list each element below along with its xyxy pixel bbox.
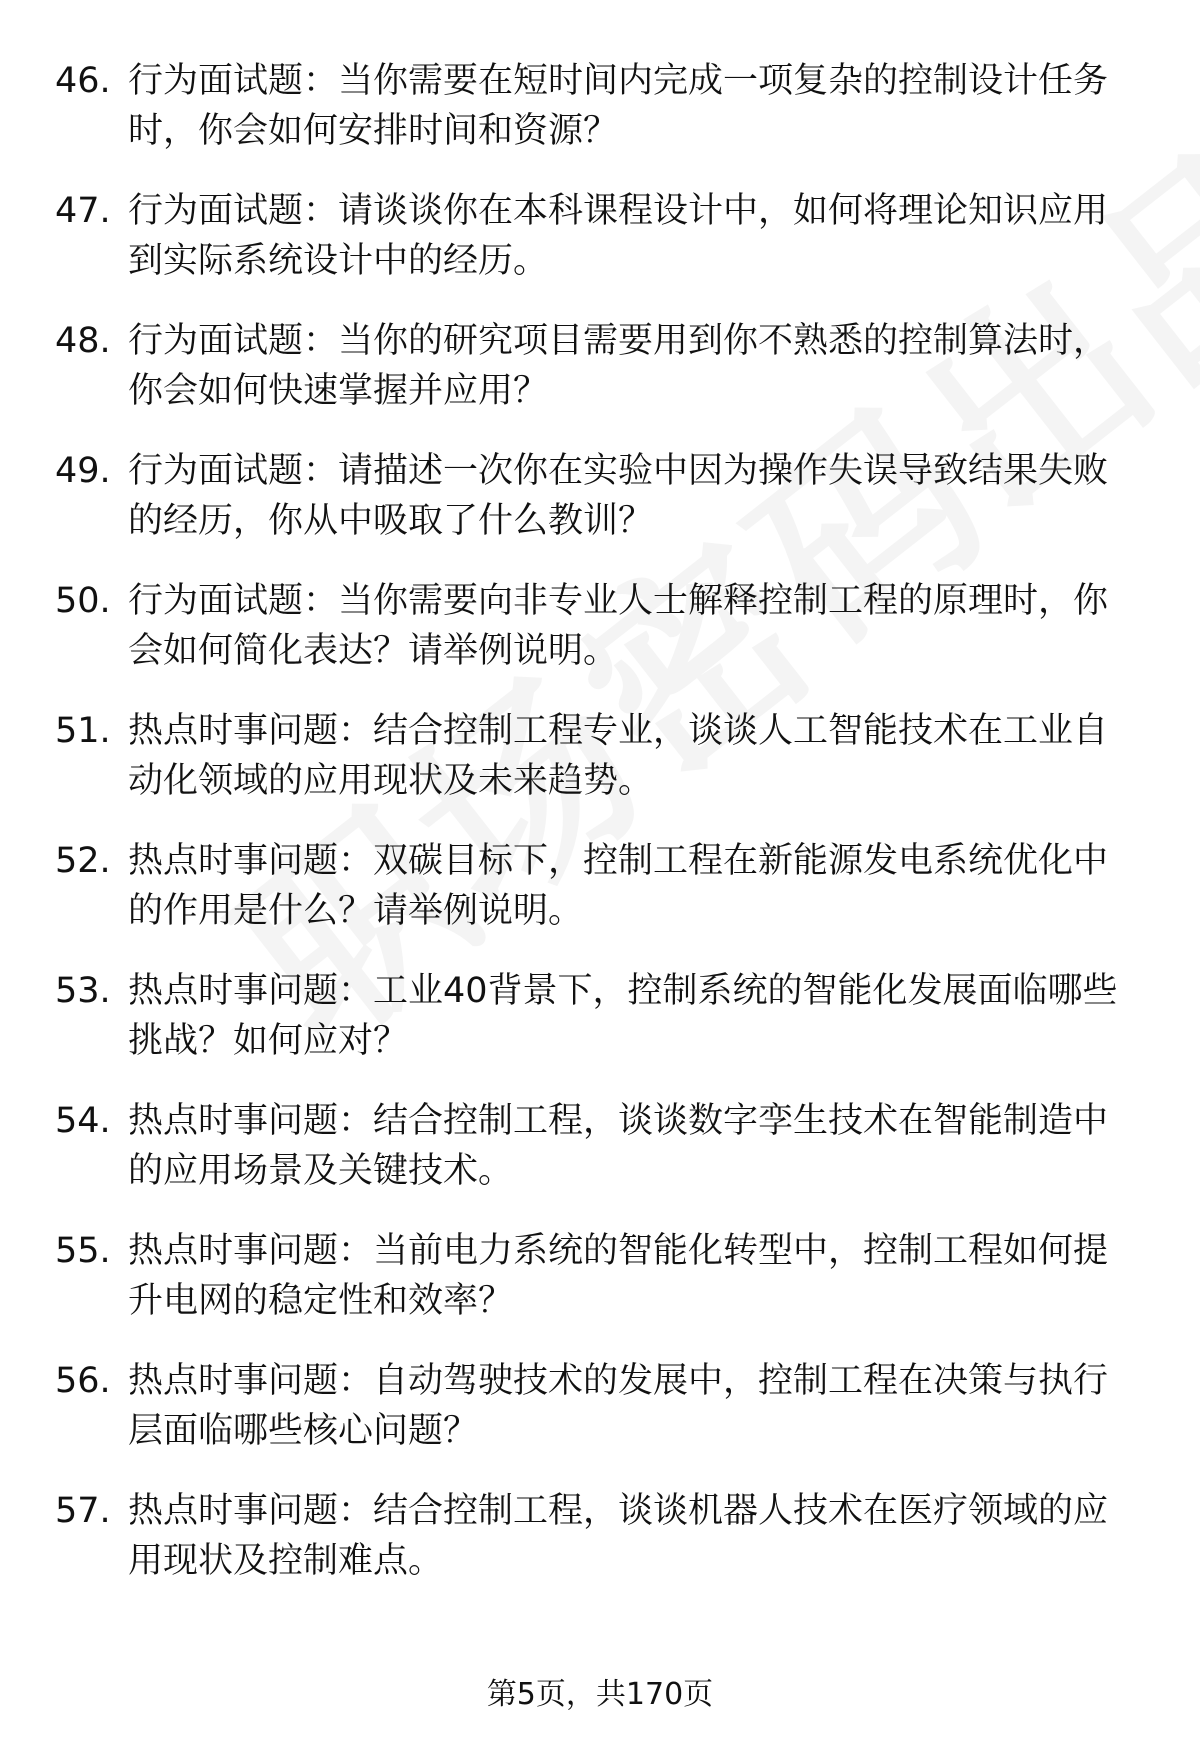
question-number: 55. — [55, 1231, 111, 1271]
question-text: 热点时事问题：结合控制工程，谈谈机器人技术在医疗领域的应用现状及控制难点。 — [128, 1491, 1109, 1581]
question-number: 48. — [55, 321, 111, 361]
question-item — [55, 1356, 1140, 1456]
question-text: 行为面试题：当你需要在短时间内完成一项复杂的控制设计任务时，你会如何安排时间和资源？ — [128, 61, 1109, 151]
question-number: 57. — [55, 1491, 111, 1531]
question-number: 52. — [55, 841, 111, 881]
question-item — [55, 576, 1140, 676]
question-number: 46. — [55, 61, 111, 101]
question-item — [55, 186, 1140, 286]
question-number: 54. — [55, 1101, 111, 1141]
question-text: 热点时事问题：结合控制工程，谈谈数字孪生技术在智能制造中的应用场景及关键技术。 — [128, 1101, 1109, 1191]
question-item — [55, 706, 1140, 806]
question-item — [55, 316, 1140, 416]
question-number: 49. — [55, 451, 111, 491]
question-text: 热点时事问题：工业40背景下，控制系统的智能化发展面临哪些挑战？如何应对？ — [128, 971, 1118, 1061]
question-list — [55, 56, 1140, 1616]
question-text: 行为面试题：请描述一次你在实验中因为操作失误导致结果失败的经历，你从中吸取了什么教训？ — [128, 451, 1109, 541]
question-item — [55, 1486, 1140, 1586]
question-item — [55, 1096, 1140, 1196]
question-item — [55, 966, 1140, 1066]
question-item — [55, 1226, 1140, 1326]
question-number: 50. — [55, 581, 111, 621]
question-number: 47. — [55, 191, 111, 231]
question-item — [55, 56, 1140, 156]
question-number: 53. — [55, 971, 111, 1011]
question-item — [55, 446, 1140, 546]
question-text: 热点时事问题：自动驾驶技术的发展中，控制工程在决策与执行层面临哪些核心问题？ — [128, 1361, 1109, 1451]
question-item — [55, 836, 1140, 936]
page-footer: 第5页，共170页 — [486, 1677, 714, 1712]
question-number: 56. — [55, 1361, 111, 1401]
question-number: 51. — [55, 711, 111, 751]
question-text: 热点时事问题：双碳目标下，控制工程在新能源发电系统优化中的作用是什么？请举例说明。 — [128, 841, 1109, 931]
question-text: 行为面试题：当你需要向非专业人士解释控制工程的原理时，你会如何简化表达？请举例说明。 — [128, 581, 1109, 671]
question-text: 行为面试题：请谈谈你在本科课程设计中，如何将理论知识应用到实际系统设计中的经历。 — [128, 191, 1109, 281]
question-text: 热点时事问题：结合控制工程专业，谈谈人工智能技术在工业自动化领域的应用现状及未来趋势。 — [128, 711, 1109, 801]
question-text: 热点时事问题：当前电力系统的智能化转型中，控制工程如何提升电网的稳定性和效率？ — [128, 1231, 1109, 1321]
question-text: 行为面试题：当你的研究项目需要用到你不熟悉的控制算法时，你会如何快速掌握并应用？ — [128, 321, 1109, 411]
